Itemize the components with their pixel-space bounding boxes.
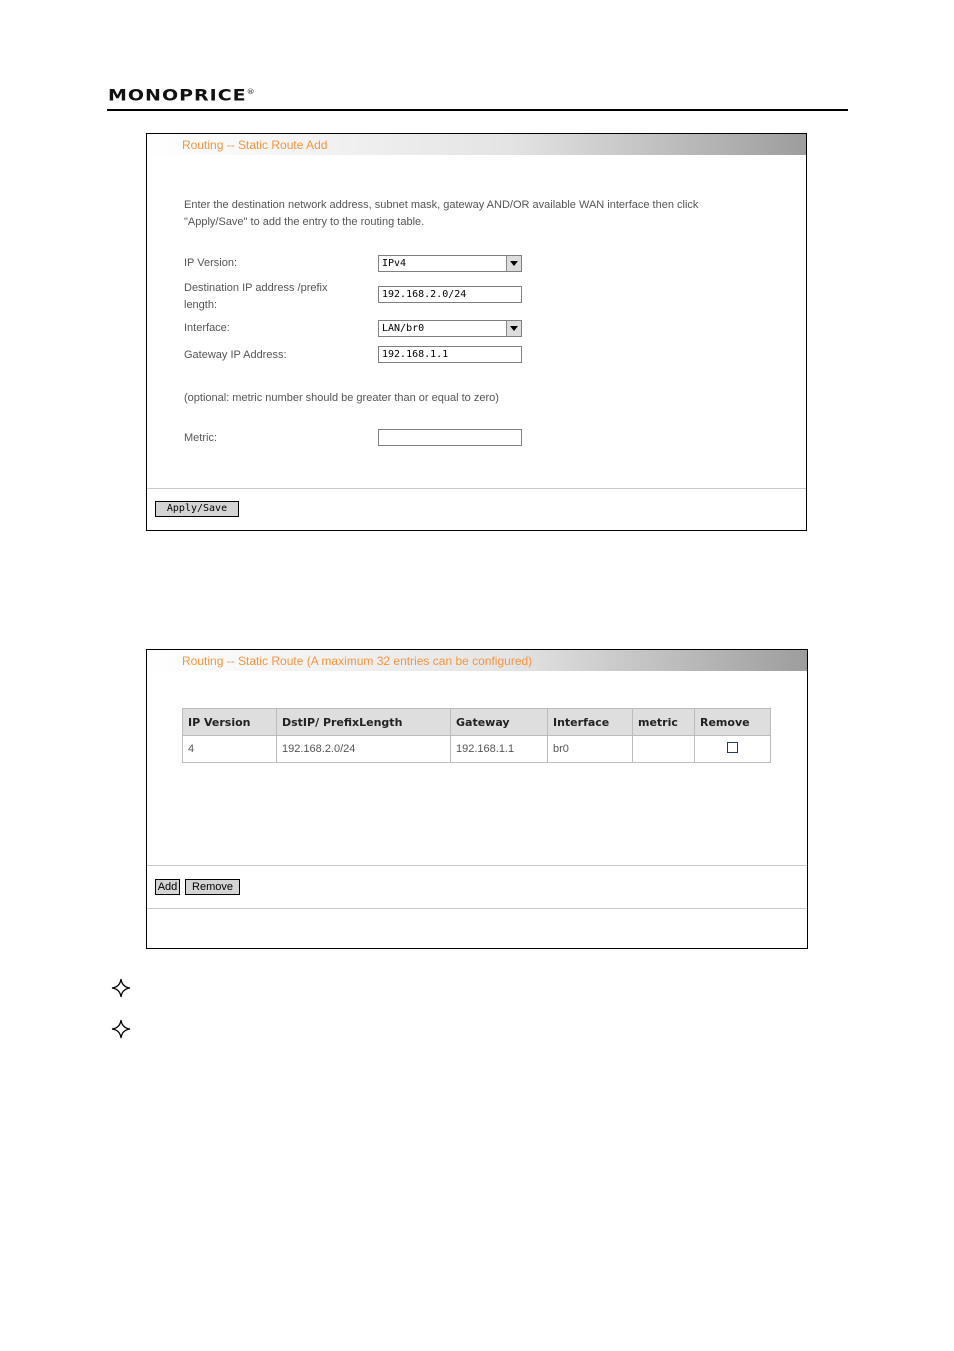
instruction-line-1: Enter the destination network address, subnet mask, gateway AND/OR available WAN interface then click	[184, 199, 699, 211]
destination-label	[184, 280, 327, 314]
ip-version-select[interactable]	[378, 255, 522, 272]
destination-ip-input[interactable]: 192.168.2.0/24	[378, 286, 522, 303]
column-header: metric	[633, 709, 695, 736]
cell-metric	[633, 736, 695, 763]
destination-label-line-1: Destination IP address /prefix	[184, 282, 328, 294]
table-header-row	[183, 709, 771, 736]
static-route-add-panel	[146, 133, 807, 531]
ip-version-value: IPv4	[382, 258, 407, 269]
four-point-star-bullet-icon	[111, 1019, 131, 1039]
ip-version-label: IP Version:	[184, 257, 237, 269]
gateway-label: Gateway IP Address:	[184, 349, 287, 361]
page-title: Routing -- Static Route Add	[182, 138, 328, 152]
page-title: Routing -- Static Route (A maximum 32 entries can be configured)	[182, 654, 533, 668]
panel-divider	[147, 488, 806, 489]
dropdown-arrow-icon[interactable]	[506, 321, 521, 336]
gateway-ip-input[interactable]: 192.168.1.1	[378, 346, 522, 363]
registered-mark: ®	[246, 88, 256, 96]
interface-value: LAN/br0	[382, 323, 425, 334]
header-divider	[107, 109, 848, 111]
column-header: DstIP/ PrefixLength	[277, 709, 451, 736]
instruction-text	[184, 197, 698, 231]
cell-gateway: 192.168.1.1	[451, 736, 548, 763]
table-row	[183, 736, 771, 763]
dropdown-arrow-icon[interactable]	[506, 256, 521, 271]
logo-text: MONOPRICE	[108, 86, 247, 105]
four-point-star-bullet-icon	[111, 978, 131, 998]
destination-label-line-2: length:	[184, 299, 218, 311]
cell-dst: 192.168.2.0/24	[277, 736, 451, 763]
instruction-line-2: "Apply/Save" to add the entry to the routing table.	[184, 216, 425, 228]
add-button[interactable]: Add	[155, 879, 180, 895]
metric-note: (optional: metric number should be greater than or equal to zero)	[184, 392, 499, 404]
cell-remove	[695, 736, 771, 763]
remove-button[interactable]: Remove	[185, 879, 240, 895]
remove-checkbox[interactable]	[727, 742, 738, 753]
column-header: IP Version	[183, 709, 277, 736]
panel-title-bar	[147, 650, 807, 671]
interface-select[interactable]	[378, 320, 522, 337]
panel-title-bar	[147, 134, 806, 155]
metric-label: Metric:	[184, 432, 217, 444]
panel-divider	[147, 865, 807, 866]
panel-divider	[147, 908, 807, 909]
interface-label: Interface:	[184, 322, 230, 334]
column-header: Gateway	[451, 709, 548, 736]
column-header: Remove	[695, 709, 771, 736]
metric-input[interactable]	[378, 429, 522, 446]
cell-ip-version: 4	[183, 736, 277, 763]
apply-save-button[interactable]: Apply/Save	[155, 501, 239, 517]
static-route-table	[182, 708, 771, 763]
monoprice-logo	[108, 86, 256, 105]
static-route-list-panel	[146, 649, 808, 949]
column-header: Interface	[548, 709, 633, 736]
cell-interface: br0	[548, 736, 633, 763]
